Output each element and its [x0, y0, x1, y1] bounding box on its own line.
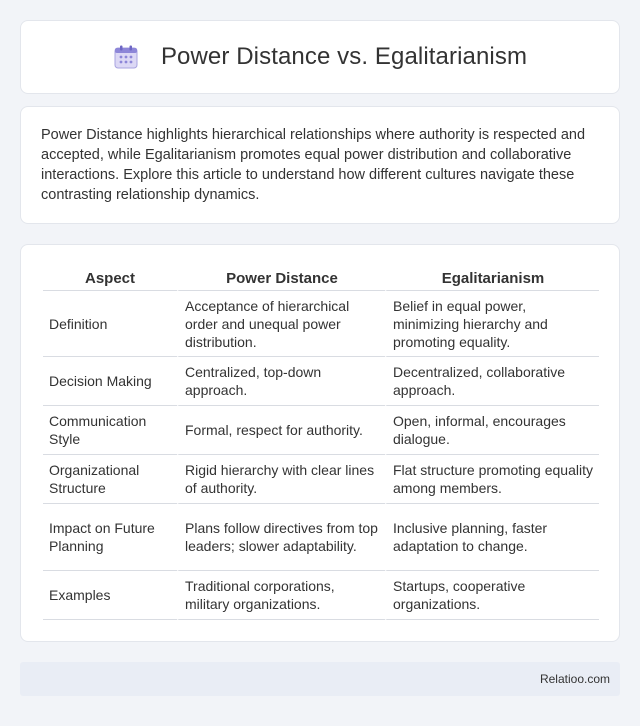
row-aspect: Examples: [43, 571, 177, 620]
calendar-icon: [113, 44, 139, 70]
row-power-distance: Traditional corporations, military organizations.: [177, 571, 385, 620]
row-aspect: Decision Making: [43, 357, 177, 406]
row-power-distance: Plans follow directives from top leaders; slower adaptability.: [177, 504, 385, 571]
table-row: [43, 571, 599, 620]
row-egalitarianism: Belief in equal power, minimizing hierarchy and promoting equality.: [385, 291, 599, 357]
row-egalitarianism: Inclusive planning, faster adaptation to change.: [385, 504, 599, 571]
page-title: Power Distance vs. Egalitarianism: [160, 43, 528, 70]
row-aspect: Impact on Future Planning: [43, 504, 177, 571]
table-header-row: [43, 263, 599, 291]
intro-card: [20, 106, 620, 224]
table-row: [43, 504, 599, 571]
footer-site-link[interactable]: Relatioo.com: [539, 672, 610, 686]
header-aspect: Aspect: [43, 263, 177, 291]
row-egalitarianism: Decentralized, collaborative approach.: [385, 357, 599, 406]
row-aspect: Communication Style: [43, 406, 177, 455]
row-egalitarianism: Startups, cooperative organizations.: [385, 571, 599, 620]
row-aspect: Definition: [43, 291, 177, 357]
title-card: [20, 20, 620, 94]
table-row: [43, 455, 599, 504]
intro-text: Power Distance highlights hierarchical relationships where authority is respected and accepted, while Egalitarianism promotes equal power distribution and collaborative interactions. Explore this article to understand how different cultures navigate these contrasting relationship dynamics.: [41, 127, 586, 203]
row-power-distance: Formal, respect for authority.: [177, 406, 385, 455]
header-egalitarianism: Egalitarianism: [385, 263, 599, 291]
table-row: [43, 406, 599, 455]
row-aspect: Organizational Structure: [43, 455, 177, 504]
table-row: [43, 291, 599, 357]
comparison-card: [20, 244, 620, 642]
footer: [20, 662, 620, 696]
row-egalitarianism: Open, informal, encourages dialogue.: [385, 406, 599, 455]
row-power-distance: Rigid hierarchy with clear lines of authority.: [177, 455, 385, 504]
row-egalitarianism: Flat structure promoting equality among members.: [385, 455, 599, 504]
header-power-distance: Power Distance: [177, 263, 385, 291]
row-power-distance: Acceptance of hierarchical order and unequal power distribution.: [177, 291, 385, 357]
comparison-table: [43, 263, 599, 620]
row-power-distance: Centralized, top-down approach.: [177, 357, 385, 406]
table-row: [43, 357, 599, 406]
